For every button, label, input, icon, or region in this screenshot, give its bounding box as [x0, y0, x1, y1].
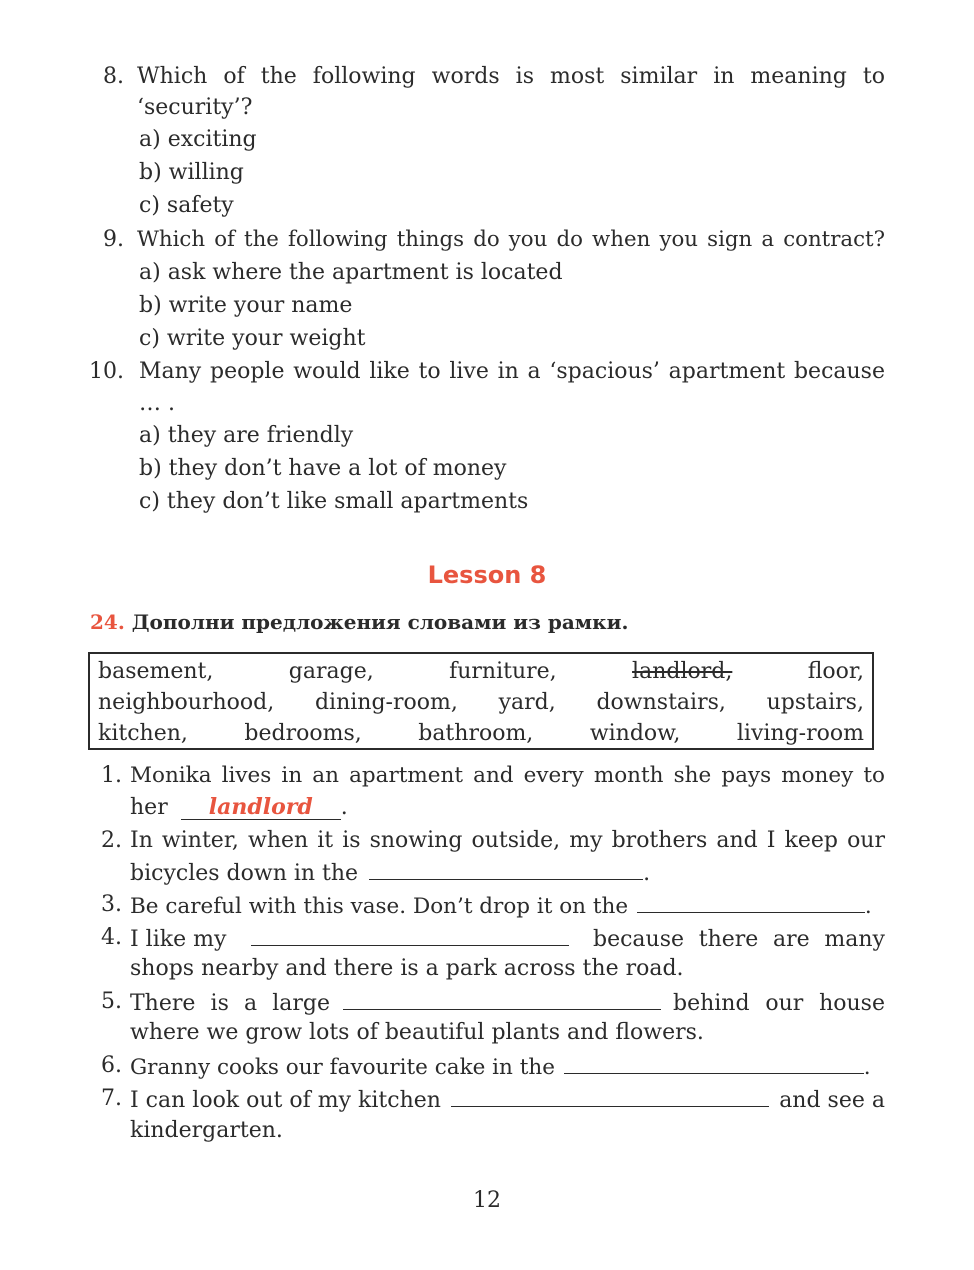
sentence-7-text — [130, 1084, 885, 1116]
word-window: window, — [589, 721, 681, 746]
lesson-title: Lesson 8 — [427, 561, 547, 589]
task-instruction: Дополни предложения словами из рамки. — [131, 610, 629, 634]
sentence-3-period: . — [864, 894, 872, 919]
sentence-1-text: Monika lives in an apartment and every month she pays money to — [130, 763, 885, 788]
sentence-7-tail: and see a — [779, 1088, 885, 1113]
question-10-option-b: b) they don’t have a lot of money — [139, 456, 507, 481]
question-8-option-c: c) safety — [139, 193, 234, 218]
question-8-option-b: b) willing — [139, 160, 244, 185]
sentence-7-number: 7. — [101, 1086, 122, 1111]
sentence-1-lead: her — [130, 795, 168, 820]
sentence-3-blank[interactable] — [637, 890, 865, 913]
sentence-5-blank[interactable] — [343, 987, 661, 1010]
sentence-4-text — [130, 923, 885, 955]
word-floor: floor, — [807, 659, 864, 684]
word-downstairs: downstairs, — [596, 690, 726, 715]
question-9-number: 9. — [103, 227, 124, 252]
word-kitchen: kitchen, — [98, 721, 188, 746]
sentence-6-blank[interactable] — [564, 1051, 864, 1074]
word-living-room: living-room — [736, 721, 864, 746]
sentence-6-period: . — [863, 1055, 871, 1080]
sentence-4-number: 4. — [101, 925, 122, 950]
word-box-row-1 — [98, 657, 864, 687]
sentence-4-lead: I like my — [130, 927, 227, 952]
sentence-6-text — [130, 1051, 871, 1083]
sentence-2-text: In winter, when it is snowing outside, my brothers and I keep our — [130, 828, 885, 853]
question-9-option-c: c) write your weight — [139, 326, 366, 351]
word-box-row-2 — [98, 688, 864, 718]
question-8-option-a: a) exciting — [139, 127, 257, 152]
sentence-3-lead: Be careful with this vase. Don’t drop it on the — [130, 894, 629, 919]
sentence-5-lead: There is a large — [130, 991, 330, 1016]
sentence-1-number: 1. — [101, 763, 122, 788]
sentence-7-blank[interactable] — [451, 1084, 769, 1107]
sentence-7-text-cont: kindergarten. — [130, 1118, 283, 1143]
question-8-text-cont: ‘security’? — [137, 95, 253, 120]
word-yard: yard, — [498, 690, 556, 715]
question-10-text-cont: … . — [139, 391, 175, 416]
word-bedrooms: bedrooms, — [244, 721, 362, 746]
sentence-6-lead: Granny cooks our favourite cake in the — [130, 1055, 555, 1080]
sentence-5-tail: behind our house — [673, 991, 885, 1016]
sentence-5-text — [130, 987, 885, 1019]
question-9-text: Which of the following things do you do when you sign a contract? — [137, 227, 885, 252]
sentence-2-period: . — [643, 861, 651, 886]
sentence-6-number: 6. — [101, 1053, 122, 1078]
sentence-4-blank[interactable] — [251, 923, 569, 946]
question-9-option-a: a) ask where the apartment is located — [139, 260, 563, 285]
sentence-4-tail: because there are many — [592, 927, 885, 952]
word-garage: garage, — [288, 659, 374, 684]
word-upstairs: upstairs, — [766, 690, 864, 715]
page-number: 12 — [473, 1188, 501, 1213]
word-basement: basement, — [98, 659, 214, 684]
question-10-option-a: a) they are friendly — [139, 423, 354, 448]
sentence-2-text-cont — [130, 857, 650, 889]
task-number: 24. — [90, 610, 125, 634]
question-8-number: 8. — [103, 64, 124, 89]
sentence-7-lead: I can look out of my kitchen — [130, 1088, 441, 1113]
sentence-3-text — [130, 890, 872, 922]
word-bathroom: bathroom, — [418, 721, 534, 746]
sentence-2-lead: bicycles down in the — [130, 861, 359, 886]
question-10-option-c: c) they don’t like small apartments — [139, 489, 529, 514]
sentence-2-number: 2. — [101, 828, 122, 853]
word-dining-room: dining-room, — [314, 690, 458, 715]
word-box — [88, 652, 874, 750]
sentence-1-text-cont — [130, 793, 348, 823]
question-10-number: 10. — [89, 359, 124, 384]
word-furniture: furniture, — [449, 659, 557, 684]
question-8-text: Which of the following words is most similar in meaning to — [137, 64, 885, 89]
sentence-4-text-cont: shops nearby and there is a park across the road. — [130, 956, 684, 981]
question-9-option-b: b) write your name — [139, 293, 353, 318]
sentence-1-answer-blank[interactable]: landlord — [181, 795, 341, 820]
sentence-5-number: 5. — [101, 989, 122, 1014]
sentence-5-text-cont: where we grow lots of beautiful plants and flowers. — [130, 1020, 704, 1045]
question-10-text: Many people would like to live in a ‘spacious’ apartment because — [139, 359, 885, 384]
sentence-1-period: . — [340, 795, 348, 820]
word-box-row-3 — [98, 719, 864, 749]
sentence-3-number: 3. — [101, 892, 122, 917]
sentence-2-blank[interactable] — [369, 857, 643, 880]
word-neighbourhood: neighbourhood, — [98, 690, 275, 715]
task-heading — [90, 608, 628, 636]
word-landlord-crossed-out: landlord, — [632, 659, 733, 684]
